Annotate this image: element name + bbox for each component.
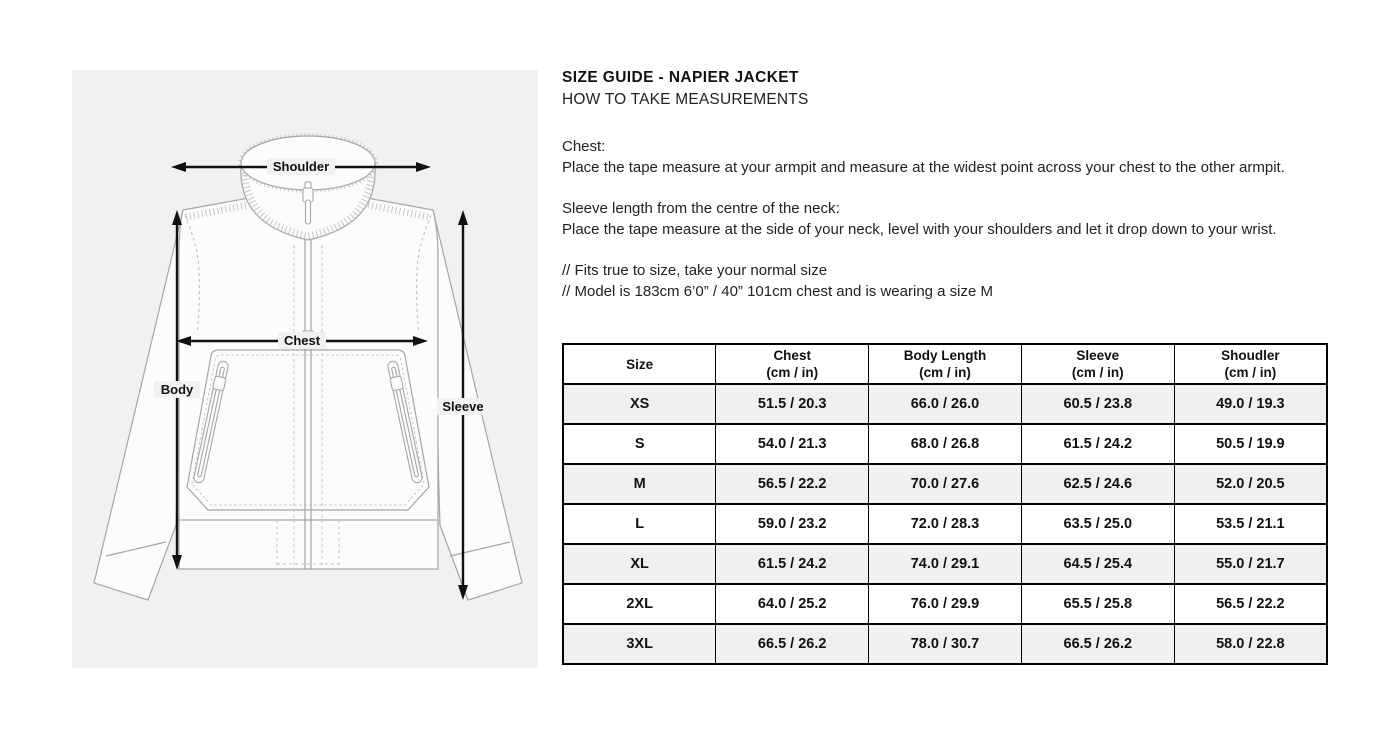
body-length-cell: 78.0 / 30.7 — [869, 624, 1022, 664]
chest-instructions-heading: Chest: — [562, 138, 606, 155]
chest-cell: 56.5 / 22.2 — [716, 464, 869, 504]
size-cell: XL — [563, 544, 716, 584]
chest-cell: 64.0 / 25.2 — [716, 584, 869, 624]
shoulder-cell: 56.5 / 22.2 — [1174, 584, 1327, 624]
chest-cell: 51.5 / 20.3 — [716, 384, 869, 424]
shoulder-cell: 52.0 / 20.5 — [1174, 464, 1327, 504]
shoulder-cell: 50.5 / 19.9 — [1174, 424, 1327, 464]
shoulder-cell: 53.5 / 21.1 — [1174, 504, 1327, 544]
sleeve-cell: 61.5 / 24.2 — [1021, 424, 1174, 464]
col-header-body-length: Body Length (cm / in) — [869, 344, 1022, 384]
shoulder-cell: 58.0 / 22.8 — [1174, 624, 1327, 664]
col-header-chest: Chest (cm / in) — [716, 344, 869, 384]
body-length-cell: 66.0 / 26.0 — [869, 384, 1022, 424]
size-cell: 2XL — [563, 584, 716, 624]
col-header-shoulder: Shoudler (cm / in) — [1174, 344, 1327, 384]
page-subtitle: HOW TO TAKE MEASUREMENTS — [562, 91, 809, 108]
size-cell: S — [563, 424, 716, 464]
chest-cell: 66.5 / 26.2 — [716, 624, 869, 664]
table-row-3xl — [563, 624, 1327, 664]
header-row — [563, 344, 1327, 384]
sleeve-instructions-body: Place the tape measure at the side of your neck, level with your shoulders and let it drop down to your wrist. — [562, 221, 1277, 238]
jacket-diagram-panel — [72, 70, 538, 668]
fit-note-model: // Model is 183cm 6’0” / 40” 101cm chest and is wearing a size M — [562, 283, 994, 300]
body-length-cell: 76.0 / 29.9 — [869, 584, 1022, 624]
chest-instructions-body: Place the tape measure at your armpit and measure at the widest point across your chest to the other armpit. — [562, 159, 1285, 176]
shoulder-cell: 55.0 / 21.7 — [1174, 544, 1327, 584]
col-header-sleeve: Sleeve (cm / in) — [1021, 344, 1174, 384]
body-length-cell: 68.0 / 26.8 — [869, 424, 1022, 464]
body-label: Body — [160, 382, 194, 397]
table-row-m — [563, 464, 1327, 504]
body-length-cell: 70.0 / 27.6 — [869, 464, 1022, 504]
size-cell: 3XL — [563, 624, 716, 664]
sleeve-cell: 65.5 / 25.8 — [1021, 584, 1174, 624]
shoulder-label: Shoulder — [272, 159, 330, 174]
size-cell: M — [563, 464, 716, 504]
sleeve-cell: 63.5 / 25.0 — [1021, 504, 1174, 544]
chest-cell: 54.0 / 21.3 — [716, 424, 869, 464]
page-title: SIZE GUIDE - NAPIER JACKET — [562, 69, 799, 86]
size-table-body — [563, 384, 1327, 664]
sleeve-instructions-heading: Sleeve length from the centre of the neck: — [562, 200, 840, 217]
size-cell: XS — [563, 384, 716, 424]
jacket-technical-drawing — [72, 70, 538, 668]
table-row-l — [563, 504, 1327, 544]
chest-cell: 61.5 / 24.2 — [716, 544, 869, 584]
chest-instructions — [562, 136, 1328, 178]
size-cell: L — [563, 504, 716, 544]
sleeve-cell: 66.5 / 26.2 — [1021, 624, 1174, 664]
chest-label: Chest — [283, 333, 321, 348]
table-row-s — [563, 424, 1327, 464]
shoulder-cell: 49.0 / 19.3 — [1174, 384, 1327, 424]
sleeve-cell: 60.5 / 23.8 — [1021, 384, 1174, 424]
sleeve-cell: 62.5 / 24.6 — [1021, 464, 1174, 504]
size-table-header — [563, 344, 1327, 384]
size-table — [562, 343, 1328, 665]
chest-cell: 59.0 / 23.2 — [716, 504, 869, 544]
body-length-cell: 72.0 / 28.3 — [869, 504, 1022, 544]
sleeve-label: Sleeve — [442, 399, 484, 414]
body-length-cell: 74.0 / 29.1 — [869, 544, 1022, 584]
table-row-2xl — [563, 584, 1327, 624]
sleeve-instructions — [562, 198, 1328, 240]
fit-notes — [562, 260, 1328, 302]
size-guide-content — [562, 0, 1328, 740]
sleeve-cell: 64.5 / 25.4 — [1021, 544, 1174, 584]
fit-note-true-to-size: // Fits true to size, take your normal size — [562, 262, 828, 279]
col-header-size: Size — [563, 344, 716, 384]
table-row-xl — [563, 544, 1327, 584]
table-row-xs — [563, 384, 1327, 424]
